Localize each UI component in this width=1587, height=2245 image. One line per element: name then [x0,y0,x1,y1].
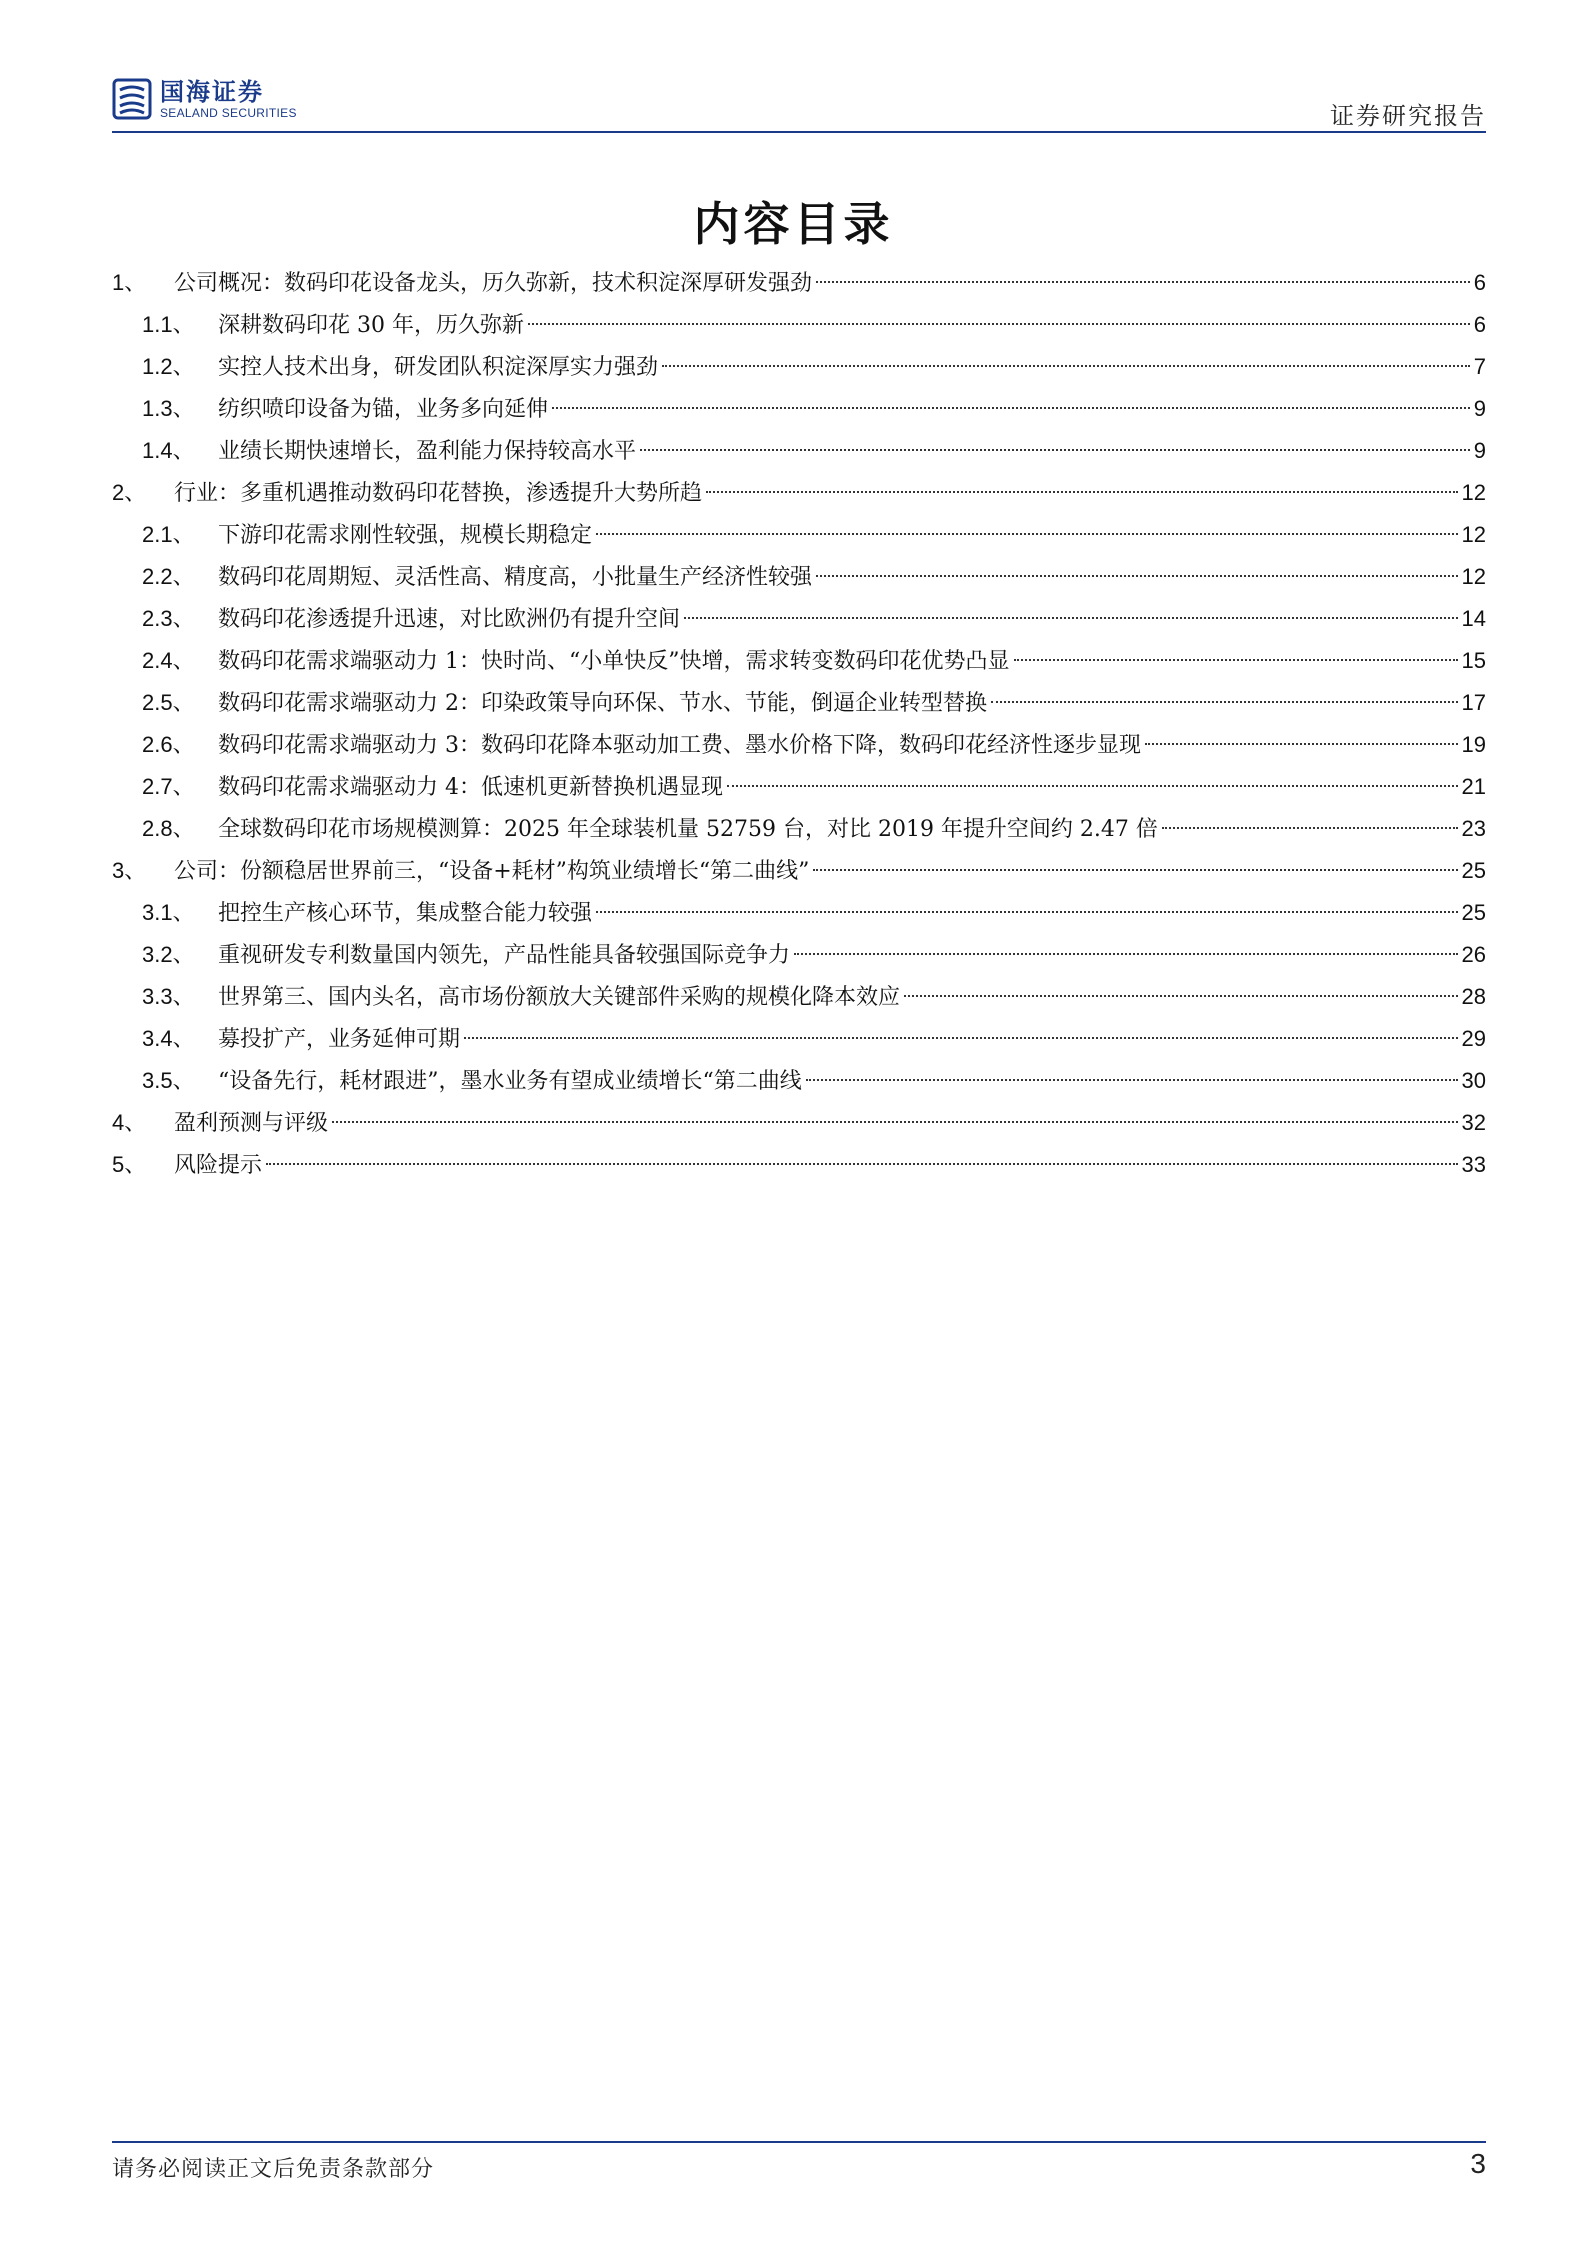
toc-entry[interactable] [112,262,1486,304]
toc-entry-number: 2.3、 [142,606,195,631]
toc-entry[interactable] [112,682,1486,724]
toc-entry-number: 3.1、 [142,900,195,925]
toc-entry-page: 6 [1473,270,1486,295]
toc-entry-page: 17 [1461,690,1486,715]
toc-entry[interactable] [112,514,1486,556]
toc-entry[interactable] [112,598,1486,640]
table-of-contents [112,262,1486,1186]
toc-entry-title: 世界第三、国内头名，高市场份额放大关键部件采购的规模化降本效应 [218,985,901,1010]
toc-entry-title: 募投扩产，业务延伸可期 [218,1027,461,1052]
toc-entry[interactable] [112,556,1486,598]
toc-entry-number: 3.2、 [142,942,195,967]
toc-entry-page: 26 [1461,942,1486,967]
toc-dot-leader [552,407,1470,409]
toc-entry-page: 12 [1461,522,1486,547]
toc-entry-number: 3.3、 [142,984,195,1009]
toc-entry-title: 全球数码印花市场规模测算：2025 年全球装机量 52759 台，对比 2019 年提升空间约 2.47 倍 [218,817,1158,842]
toc-entry[interactable] [112,892,1486,934]
toc-entry-page: 32 [1461,1110,1486,1135]
toc-entry-page: 6 [1473,312,1486,337]
toc-entry-title: 数码印花需求端驱动力 3：数码印花降本驱动加工费、墨水价格下降，数码印花经济性逐步显现 [218,733,1141,758]
footer-divider [112,2141,1486,2143]
toc-entry-page: 12 [1461,480,1486,505]
toc-entry-number: 2.2、 [142,564,195,589]
toc-entry-page: 12 [1461,564,1486,589]
toc-entry-title: 风险提示 [174,1153,263,1178]
toc-entry-title: 行业：多重机遇推动数码印花替换，渗透提升大势所趋 [174,481,703,506]
toc-dot-leader [596,533,1458,535]
toc-entry[interactable] [112,1018,1486,1060]
toc-dot-leader [816,575,1458,577]
toc-entry-number: 5、 [112,1152,147,1177]
toc-entry[interactable] [112,430,1486,472]
toc-dot-leader [662,365,1470,367]
toc-entry-page: 23 [1461,816,1486,841]
toc-entry[interactable] [112,640,1486,682]
toc-entry[interactable] [112,346,1486,388]
toc-entry-title: 数码印花周期短、灵活性高、精度高，小批量生产经济性较强 [218,565,813,590]
toc-entry-number: 3.5、 [142,1068,195,1093]
disclaimer-note: 请务必阅读正文后免责条款部分 [112,2157,435,2182]
toc-dot-leader [813,869,1457,871]
toc-entry-number: 2.7、 [142,774,195,799]
toc-entry-number: 2.8、 [142,816,195,841]
toc-dot-leader [640,449,1470,451]
toc-dot-leader [1145,743,1458,745]
toc-entry-number: 2.1、 [142,522,195,547]
logo-chinese-name: 国海证券 [160,78,264,106]
toc-entry[interactable] [112,304,1486,346]
toc-dot-leader [1014,659,1458,661]
toc-entry-page: 25 [1461,858,1486,883]
toc-entry[interactable] [112,388,1486,430]
toc-entry-title: 数码印花需求端驱动力 2：印染政策导向环保、节水、节能，倒逼企业转型替换 [218,691,987,716]
toc-entry-number: 3.4、 [142,1026,195,1051]
toc-dot-leader [727,785,1458,787]
company-logo [112,76,297,122]
toc-dot-leader [528,323,1470,325]
toc-entry-page: 9 [1473,396,1486,421]
toc-entry-number: 1.1、 [142,312,195,337]
toc-entry-title: “设备先行，耗材跟进”，墨水业务有望成业绩增长“第二曲线 [218,1069,802,1094]
toc-entry[interactable] [112,976,1486,1018]
toc-entry-title: 重视研发专利数量国内领先，产品性能具备较强国际竞争力 [218,943,791,968]
toc-entry-page: 29 [1461,1026,1486,1051]
toc-entry-page: 9 [1473,438,1486,463]
toc-entry-title: 数码印花需求端驱动力 4：低速机更新替换机遇显现 [218,775,723,800]
toc-entry-page: 7 [1473,354,1486,379]
toc-entry-title: 数码印花渗透提升迅速，对比欧洲仍有提升空间 [218,607,681,632]
toc-entry[interactable] [112,1060,1486,1102]
toc-entry-number: 4、 [112,1110,147,1135]
toc-entry-number: 1.4、 [142,438,195,463]
toc-entry-page: 30 [1461,1068,1486,1093]
toc-entry-title: 公司：份额稳居世界前三，“设备+耗材”构筑业绩增长“第二曲线” [174,859,810,884]
page-header [112,68,1486,134]
toc-entry[interactable] [112,766,1486,808]
toc-dot-leader [816,281,1470,283]
toc-dot-leader [991,701,1458,703]
toc-entry-title: 纺织喷印设备为锚，业务多向延伸 [218,397,549,422]
toc-entry-number: 2.5、 [142,690,195,715]
toc-entry-page: 15 [1461,648,1486,673]
toc-entry-title: 业绩长期快速增长，盈利能力保持较高水平 [218,439,637,464]
toc-dot-leader [332,1121,1458,1123]
toc-entry-title: 数码印花需求端驱动力 1：快时尚、“小单快反”快增，需求转变数码印花优势凸显 [218,649,1010,674]
toc-entry-number: 1.3、 [142,396,195,421]
toc-entry-title: 公司概况：数码印花设备龙头，历久弥新，技术积淀深厚研发强劲 [174,271,813,296]
report-type-label: 证券研究报告 [1330,102,1486,130]
toc-entry-number: 2.4、 [142,648,195,673]
toc-entry-number: 1.2、 [142,354,195,379]
toc-dot-leader [464,1037,1458,1039]
toc-entry-title: 下游印花需求刚性较强，规模长期稳定 [218,523,593,548]
toc-entry-page: 21 [1461,774,1486,799]
sealand-logo-icon [112,76,152,122]
toc-entry[interactable] [112,934,1486,976]
toc-dot-leader [1162,827,1458,829]
toc-entry[interactable] [112,850,1486,892]
toc-entry[interactable] [112,472,1486,514]
toc-entry-number: 2、 [112,480,147,505]
toc-entry-page: 14 [1461,606,1486,631]
header-divider [112,131,1486,133]
toc-dot-leader [706,491,1458,493]
toc-entry-page: 28 [1461,984,1486,1009]
toc-entry-page: 33 [1461,1152,1486,1177]
toc-entry-number: 1、 [112,270,147,295]
page-number: 3 [1470,2148,1486,2179]
toc-entry-title: 盈利预测与评级 [174,1111,329,1136]
page-title: 内容目录 [693,197,894,251]
toc-dot-leader [596,911,1458,913]
toc-dot-leader [684,617,1458,619]
toc-entry[interactable] [112,808,1486,850]
toc-entry-title: 深耕数码印花 30 年，历久弥新 [218,313,524,338]
toc-dot-leader [266,1163,1458,1165]
toc-entry-title: 实控人技术出身，研发团队积淀深厚实力强劲 [218,355,659,380]
toc-entry[interactable] [112,1144,1486,1186]
toc-dot-leader [794,953,1458,955]
toc-entry-title: 把控生产核心环节，集成整合能力较强 [218,901,593,926]
logo-english-name: SEALAND SECURITIES [160,106,297,120]
toc-entry[interactable] [112,1102,1486,1144]
toc-entry-number: 2.6、 [142,732,195,757]
toc-entry-page: 25 [1461,900,1486,925]
toc-entry[interactable] [112,724,1486,766]
toc-entry-page: 19 [1461,732,1486,757]
toc-entry-number: 3、 [112,858,147,883]
toc-dot-leader [806,1079,1458,1081]
toc-dot-leader [904,995,1458,997]
